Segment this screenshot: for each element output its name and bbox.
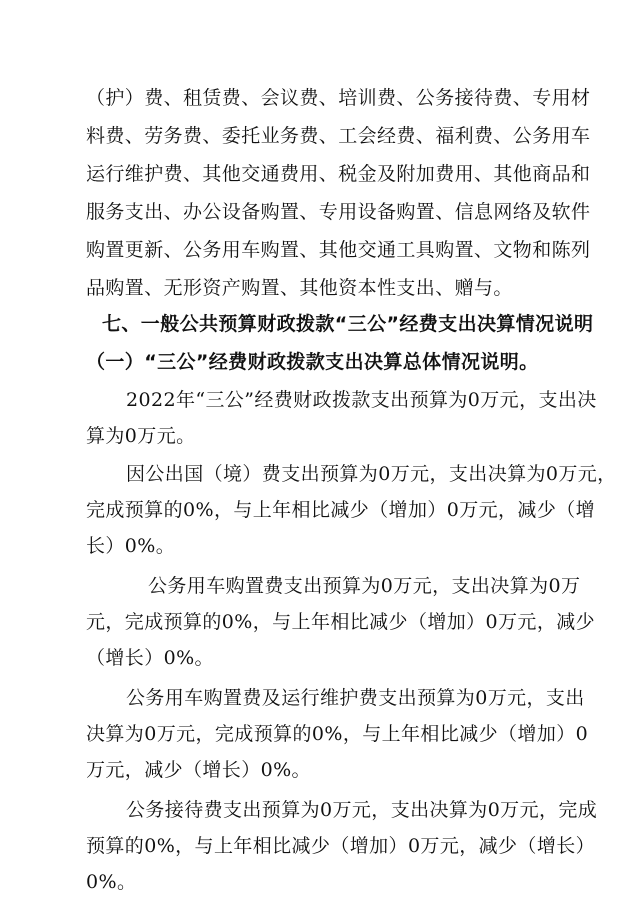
paragraph-line: 2022年“三公”经费财政拨款支出预算为0万元，支出决 (126, 389, 597, 411)
paragraph-line: 长）0%。 (86, 535, 176, 557)
paragraph-line: 算为0万元。 (86, 425, 196, 447)
paragraph-line: （增长）0%。 (86, 647, 214, 669)
paragraph-line: 完成预算的0%，与上年相比减少（增加）0万元，减少（增 (86, 499, 596, 521)
paragraph-line: 万元，减少（增长）0%。 (86, 759, 311, 781)
body-line: 品购置、无形资产购置、其他资本性支出、赠与。 (86, 277, 513, 299)
paragraph-line: 公务用车购置费支出预算为0万元，支出决算为0万 (148, 575, 581, 597)
paragraph-line: 因公出国（境）费支出预算为0万元，支出决算为0万元， (126, 463, 617, 485)
body-line: 运行维护费、其他交通费用、税金及附加费用、其他商品和 (86, 163, 591, 185)
paragraph-line: 决算为0万元，完成预算的0%，与上年相比减少（增加）0 (86, 723, 589, 745)
sub-heading: （一）“三公”经费财政拨款支出决算总体情况说明。 (86, 351, 539, 373)
paragraph-line: 公务接待费支出预算为0万元，支出决算为0万元，完成 (126, 799, 598, 821)
paragraph-line: 公务用车购置费及运行维护费支出预算为0万元，支出 (126, 687, 585, 709)
body-line: 购置更新、公务用车购置、其他交通工具购置、文物和陈列 (86, 239, 591, 261)
body-line: （护）费、租赁费、会议费、培训费、公务接待费、专用材 (86, 87, 591, 109)
body-line: 料费、劳务费、委托业务费、工会经费、福利费、公务用车 (86, 125, 591, 147)
body-line: 服务支出、办公设备购置、专用设备购置、信息网络及软件 (86, 201, 591, 223)
paragraph-line: 0%。 (86, 871, 137, 893)
section-heading: 七、一般公共预算财政拨款“三公”经费支出决算情况说明 (102, 313, 594, 335)
paragraph-line: 预算的0%，与上年相比减少（增加）0万元，减少（增长） (86, 835, 596, 857)
paragraph-line: 元，完成预算的0%，与上年相比减少（增加）0万元，减少 (86, 611, 596, 633)
